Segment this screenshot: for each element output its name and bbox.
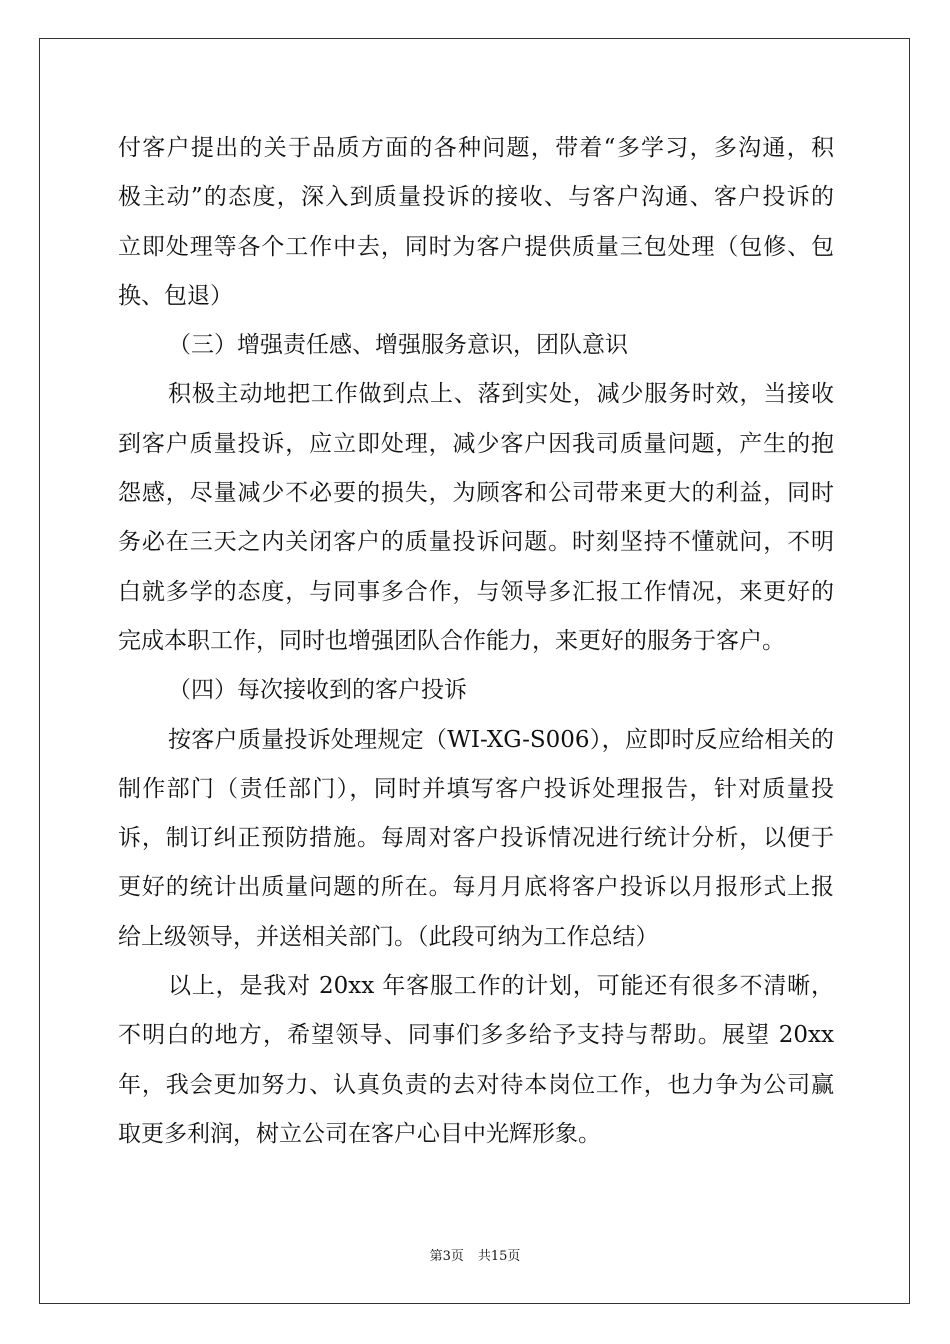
paragraph-line: 年，我会更加努力、认真负责的去对待本岗位工作，也力争为公司赢: [118, 1071, 834, 1098]
paragraph-line: 完成本职工作，同时也增强团队合作能力，来更好的服务于客户。: [118, 627, 785, 654]
paragraph-line: 务必在三天之内关闭客户的质量投诉问题。时刻坚持不懂就问，不明: [118, 529, 834, 556]
paragraph-line: 取更多利润，树立公司在客户心目中光辉形象。: [118, 1120, 601, 1147]
paragraph-line: 不明白的地方，希望领导、同事们多多给予支持与帮助。展望 20xx: [118, 1022, 834, 1049]
page-footer: [0, 1245, 950, 1264]
paragraph-line: 付客户提出的关于品质方面的各种问题，带着“多学习，多沟通，积: [118, 135, 834, 161]
paragraph-line: 更好的统计出质量问题的所在。每月月底将客户投诉以月报形式上报: [118, 874, 834, 901]
paragraph-line: 给上级领导，并送相关部门。（此段可纳为工作总结）: [118, 923, 659, 950]
paragraph-line: 立即处理等各个工作中去，同时为客户提供质量三包处理（包修、包: [118, 233, 834, 260]
section-heading: （三）增强责任感、增强服务意识，团队意识: [168, 332, 628, 359]
paragraph-line: 按客户质量投诉处理规定（WI-XG-S006），应即时反应给相关的: [168, 726, 834, 753]
page-total: 共15页: [477, 1249, 521, 1264]
paragraph-line: 白就多学的态度，与同事多合作，与领导多汇报工作情况，来更好的: [118, 578, 834, 605]
paragraph-line: 到客户质量投诉，应立即处理，减少客户因我司质量问题，产生的抱: [118, 430, 834, 457]
document-body: [118, 124, 834, 1159]
paragraph-line: 积极主动地把工作做到点上、落到实处，减少服务时效，当接收: [168, 381, 834, 408]
page-number: 第3页: [429, 1249, 464, 1264]
paragraph-line: 以上，是我对 20xx 年客服工作的计划，可能还有很多不清晰，: [168, 973, 834, 1000]
paragraph-line: 制作部门（责任部门），同时并填写客户投诉处理报告，针对质量投: [118, 775, 834, 802]
paragraph-line: 怨感，尽量减少不必要的损失，为顾客和公司带来更大的利益，同时: [118, 480, 834, 507]
paragraph-line: 极主动”的态度，深入到质量投诉的接收、与客户沟通、客户投诉的: [118, 184, 834, 211]
paragraph-line: 换、包退）: [118, 282, 233, 309]
paragraph-line: 诉，制订纠正预防措施。每周对客户投诉情况进行统计分析，以便于: [118, 825, 834, 852]
section-heading: （四）每次接收到的客户投诉: [168, 677, 467, 704]
